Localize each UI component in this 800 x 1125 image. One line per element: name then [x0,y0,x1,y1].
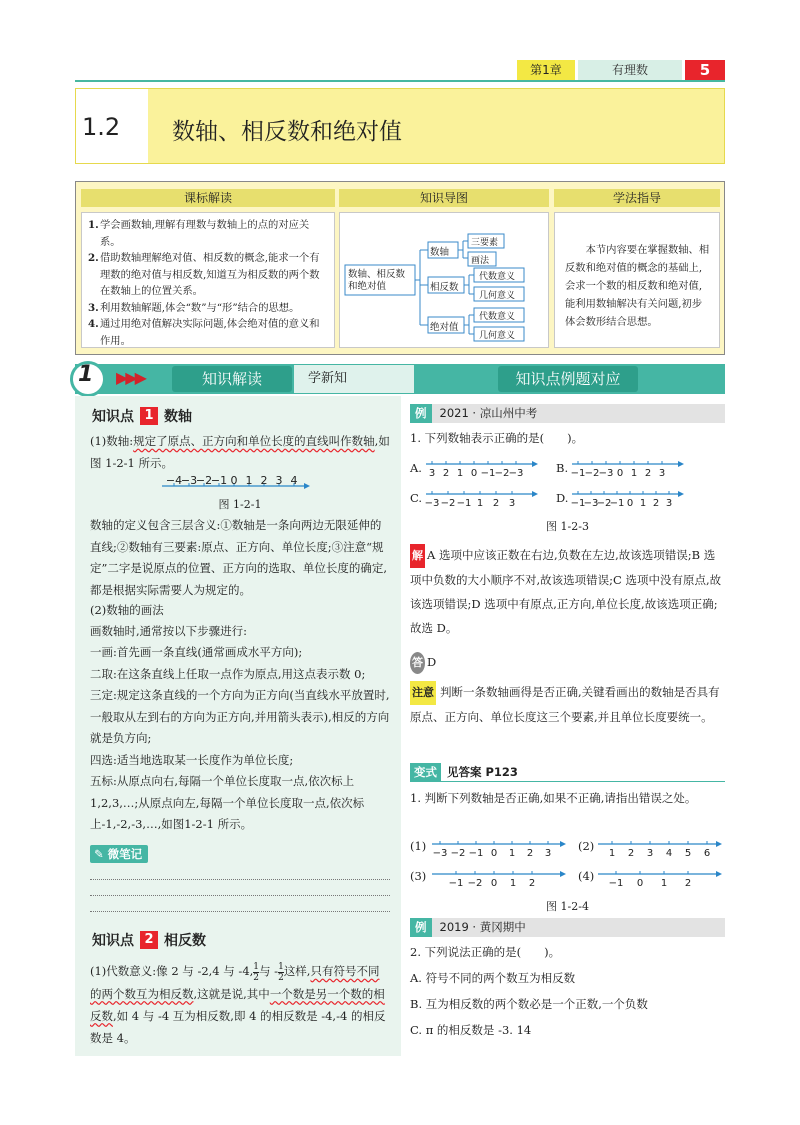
axis-tick-label: −1 [570,498,586,509]
axis-tick-label: −1 [448,878,464,888]
axis-tick-label: 2 [644,468,652,479]
solution-tag: 解 [410,544,425,568]
question-3: 2. 下列说法正确的是( )。 [410,945,561,959]
kp2-def-c: 这样, [283,964,311,978]
overview-col3-title: 学法指导 [554,189,720,207]
axis-arrow-icon [560,871,566,877]
note-tag: 注意 [410,681,436,705]
tab-knowledge: 知识解读 [172,366,292,392]
variant-ref: 见答案 P123 [447,765,518,779]
axis-arrow-icon [716,871,722,877]
axis-arrow-icon [678,461,684,467]
example-2-header [410,918,725,937]
question-2: 1. 判断下列数轴是否正确,如果不正确,请指出错误之处。 [410,791,697,805]
drawing-step: 二取:在这条直线上任取一点作为原点,用这点表示数 0; [90,666,366,681]
answer-tag: 答 [410,652,425,674]
example-2-source: 2019 · 黄冈期中 [439,920,526,934]
kp1-def-prefix: (1)数轴: [90,434,134,448]
standard-text: 学会画数轴,理解有理数与数轴上的点的对应关系。 [100,219,310,248]
kp2-label: 知识点 [92,933,134,949]
standard-item [88,217,328,250]
drawing-step: 五标:从原点向右,每隔一个单位长度取一点,依次标上1,2,3,…;从原点向左,每隔一个单位长度取一点,依次标上-1,-2,-3,…,如图1-2-1 所示。 [90,774,365,831]
axis-tick-label: 1 [660,878,668,888]
standard-number: 4. [88,318,99,330]
axis-tick-label: 2 [526,848,534,858]
axis-tick-label: 0 [490,878,498,888]
axis-arrow-icon [716,841,722,847]
option-a-axis [424,458,544,480]
axis-tick-label: 0 [636,878,644,888]
variant-axis-4 [596,866,726,888]
axis-tick-label: 1 [509,878,517,888]
option-c-label: C. [410,491,423,505]
axis-tick-label: −1 [609,498,625,509]
axis-tick-label: −2 [450,848,466,858]
mindmap-b1: 数轴 [430,247,450,258]
axis-tick-label: −2 [494,468,510,479]
kp1-def-highlight: 规定了原点、正方向和单位长度的直线叫作数轴 [133,434,375,448]
axis-tick-label: 3 [544,848,552,858]
axis-tick-label: −1 [456,498,472,509]
standards-panel [81,212,335,348]
axis-4-label: (4) [578,869,595,883]
question-3-option-a: A. 符号不同的两个数互为相反数 [410,971,576,985]
axis-arrow-icon [678,491,684,497]
micro-note-tag [90,845,148,863]
axis-3-label: (3) [410,869,427,883]
standard-number: 1. [88,219,99,231]
tab-examples: 知识点例题对应 [498,366,638,392]
mindmap-panel [339,212,549,348]
axis-1-label: (1) [410,839,427,853]
axis-tick-label: 0 [470,468,478,479]
axis-tick-label: −4 [165,474,183,487]
variant-header [410,763,725,782]
note-text: 判断一条数轴画得是否正确,关键看画出的数轴是否具有原点、正方向、单位长度这三个要素,并且单位长度要统一。 [410,685,720,724]
kp1-drawing-intro: 画数轴时,通常按以下步骤进行: [90,624,248,638]
axis-arrow-icon [532,461,538,467]
axis-tick-label: 3 [428,468,436,479]
axis-tick-label: −1 [210,474,228,487]
axis-tick-label: 1 [245,474,253,487]
standard-text: 通过用绝对值解决实际问题,体会绝对值的意义和作用。 [100,318,320,347]
axis-tick-label: 1 [476,498,484,509]
axis-tick-label: 3 [275,474,283,487]
kp2-def-e: ,如 4 与 -4 互为相反数,即 4 的相反数是 -4,-4 的相反数是 4。 [90,1008,386,1045]
mindmap-root: 数轴、相反数和绝对值 [348,269,406,292]
mindmap-b2a: 代数意义 [479,272,516,282]
note-line-1 [90,878,390,880]
kp1-label: 知识点 [92,409,134,425]
note-line-2 [90,894,390,896]
figure-1-2-3-caption: 图 1-2-3 [546,520,589,533]
axis-tick-label: −2 [440,498,456,509]
kp2-def-highlight-1: 只有符号不同的两个数互为相反数 [90,964,380,1001]
mindmap-b3a: 代数意义 [479,312,516,322]
axis-tick-label: 1 [608,848,616,858]
axis-tick-label: 3 [646,848,654,858]
axis-tick-label: 1 [508,848,516,858]
axis-tick-label: −3 [508,468,524,479]
axis-tick-label: 1 [639,498,647,509]
axis-tick-label: 0 [230,474,238,487]
kp1-def-suffix: ,如图 1-2-1 所示。 [90,434,390,470]
option-a-label: A. [410,461,422,475]
variant-axis-2 [596,836,726,858]
question-3-option-b: B. 互为相反数的两个数必是一个正数,一个负数 [410,997,648,1011]
tab-learn-new: 学新知 [294,365,414,393]
axis-tick-label: −1 [480,468,496,479]
kp1-title: 数轴 [164,409,192,425]
axis-tick-label: 1 [456,468,464,479]
example-1-source: 2021 · 凉山州中考 [439,406,538,420]
axis-tick-label: 4 [290,474,298,487]
option-b-axis [570,458,690,480]
standard-text: 借助数轴理解绝对值、相反数的概念,能求一个有理数的绝对值与相反数,知道互为相反数的两个数在数轴上的位置关系。 [100,252,320,297]
mindmap-b1b: 画法 [471,256,490,266]
kp1-drawing-title: (2)数轴的画法 [90,603,164,617]
axis-tick-label: 2 [442,468,450,479]
axis-tick-label: −2 [467,878,483,888]
chapter-label: 第1章 [517,60,575,80]
kp2-def-b: 与 - [259,964,279,978]
kp2-heading [92,930,206,950]
axis-tick-label: 6 [703,848,711,858]
axis-tick-label: 0 [626,498,634,509]
drawing-step: 三定:规定这条直线的一个方向为正方向(当直线水平放置时,一般取从左到右的方向为正方向,并用箭头表示),相反的方向就是负方向; [90,688,390,745]
guidance-text: 本节内容要在掌握数轴、相反数和绝对值的概念的基础上,会求一个数的相反数和绝对值,能利用数轴解决有关问题,初步体会数形结合思想。 [565,244,710,328]
kp1-number: 1 [140,407,158,425]
axis-tick-label: 3 [508,498,516,509]
guidance-panel [554,212,720,348]
axis-tick-label: −3 [583,498,599,509]
frac-num-2: 1 [278,961,284,972]
axis-tick-label: 1 [630,468,638,479]
mindmap-b2: 相反数 [430,282,459,293]
axis-tick-label: −1 [468,848,484,858]
axis-tick-label: 5 [684,848,692,858]
option-d-axis [570,488,690,510]
standard-text: 利用数轴解题,体会“数”与“形”结合的思想。 [100,301,300,314]
standard-item [88,300,328,317]
header-rule [75,80,725,82]
example-1-tag: 例 [410,404,432,423]
figure-1-2-1 [160,472,320,494]
mindmap-b3: 绝对值 [430,322,459,333]
kp2-title: 相反数 [164,933,206,949]
answer [410,652,436,674]
axis-tick-label: −3 [180,474,198,487]
micro-note-label: 微笔记 [107,847,143,861]
kp1-definition [90,431,390,474]
mindmap-b1a: 三要素 [471,238,499,248]
drawing-steps [90,642,390,836]
axis-tick-label: 0 [616,468,624,479]
frac-den-2: 2 [278,972,284,983]
section-number: 1.2 [82,113,121,141]
drawing-step: 一画:首先画一条直线(通常画成水平方向); [90,645,303,659]
axis-tick-label: 3 [658,468,666,479]
standards-list [82,213,334,353]
axis-tick-label: 2 [528,878,536,888]
answer-text: D [427,655,437,669]
solution [410,543,725,640]
question-1: 1. 下列数轴表示正确的是( )。 [410,431,584,445]
example-2-tag: 例 [410,918,432,937]
axis-tick-label: −3 [432,848,448,858]
option-d-label: D. [556,491,569,505]
standard-number: 3. [88,301,99,314]
drawing-step: 四选:适当地选取某一长度作为单位长度; [90,752,294,767]
question-3-option-c: C. π 的相反数是 -3. 14 [410,1023,532,1037]
kp2-def-d: ,这就是说,其中 [193,986,270,1001]
axis-arrow-icon [560,841,566,847]
axis-tick-label: 3 [665,498,673,509]
option-c-axis [424,488,544,510]
chapter-title: 有理数 [578,60,682,80]
kp2-def-highlight-2: 一个数是另一个数的相反数 [90,986,385,1023]
pencil-icon: ✎ [94,847,104,861]
kp1-heading [92,406,192,426]
axis-tick-label: 2 [684,878,692,888]
variant-axis-3 [430,866,570,888]
overview-col1-title: 课标解读 [81,189,335,207]
mindmap-b2b: 几何意义 [479,291,516,301]
axis-arrow-icon [532,491,538,497]
standard-item [88,316,328,349]
variant-axis-1 [430,836,570,858]
axis-tick-label: 0 [490,848,498,858]
axis-tick-label: −2 [584,468,600,479]
note [410,680,725,729]
figure-1-2-4-caption: 图 1-2-4 [546,900,589,913]
axis-2-label: (2) [578,839,595,853]
banner-number: 1 [78,362,94,387]
axis-arrow-icon [304,483,310,489]
figure-1-2-1-caption: 图 1-2-1 [218,498,262,511]
note-line-3 [90,910,390,912]
kp2-def-a: (1)代数意义:像 2 与 -2,4 与 -4, [90,964,254,978]
overview-col2-title: 知识导图 [339,189,549,207]
page-number: 5 [685,60,725,80]
frac-den-1: 2 [253,972,260,983]
axis-tick-label: −1 [608,878,624,888]
axis-tick-label: −3 [598,468,614,479]
section-title: 数轴、相反数和绝对值 [172,119,402,145]
mindmap-b3b: 几何意义 [479,331,516,341]
standard-number: 2. [88,252,99,264]
kp1-explanation: 数轴的定义包含三层含义:①数轴是一条向两边无限延伸的直线;②数轴有三要素:原点、正方向、单位长度;③注意“规定”二字是说原点的位置、正方向的选取、单位长度的确定,都是根据实际需要人为规定的。 [90,518,388,597]
banner-arrows-icon: ▶▶▶ [116,368,144,387]
axis-tick-label: 4 [665,848,673,858]
variant-tag: 变式 [410,763,441,781]
axis-tick-label: 2 [627,848,635,858]
axis-tick-label: 2 [652,498,660,509]
frac-num-1: 1 [253,961,260,972]
kp2-number: 2 [140,931,158,949]
option-b-label: B. [556,461,569,475]
axis-tick-label: −2 [195,474,213,487]
solution-text: A 选项中应该正数在右边,负数在左边,故该选项错误;B 选项中负数的大小顺序不对,故该选项错误;C 选项中没有原点,故该选项错误;D 选项中有原点,正方向,单位长度,故该选项正确;故选 D。 [410,548,722,635]
kp2-definition [90,960,390,1049]
axis-tick-label: 2 [492,498,500,509]
axis-tick-label: 2 [260,474,268,487]
standard-item [88,250,328,300]
axis-tick-label: −1 [570,468,586,479]
axis-tick-label: −3 [424,498,440,509]
axis-tick-label: −2 [596,498,612,509]
example-1-header [410,404,725,423]
